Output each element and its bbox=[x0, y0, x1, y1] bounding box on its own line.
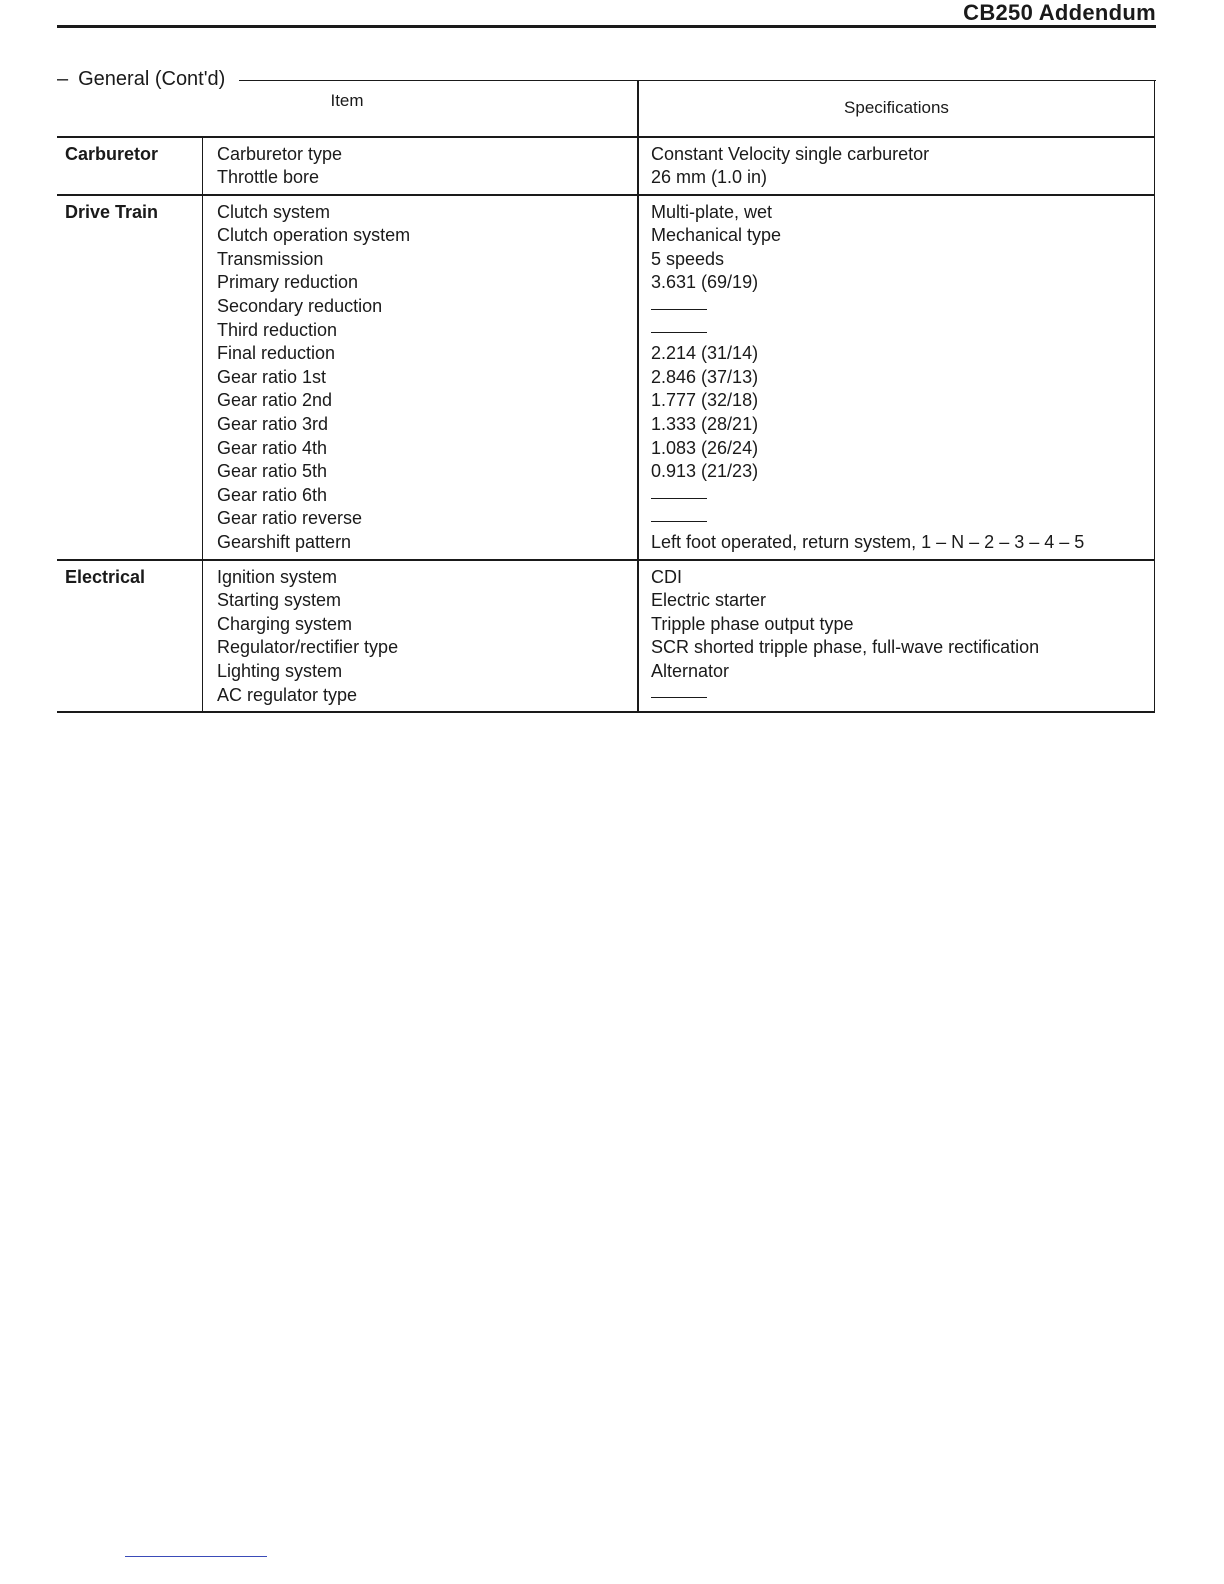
specifications-table bbox=[57, 80, 1155, 713]
empty-value-rule bbox=[651, 697, 707, 698]
header-rule bbox=[57, 25, 1156, 28]
spec-value: Alternator bbox=[651, 660, 730, 681]
spec-cell bbox=[638, 137, 1155, 195]
not-applicable-dash bbox=[651, 684, 1146, 708]
empty-value-rule bbox=[651, 332, 707, 333]
spec-value: Mechanical type bbox=[651, 225, 782, 246]
item-label: Transmission bbox=[217, 248, 324, 269]
spec-value: Electric starter bbox=[651, 590, 767, 611]
section-dash: – bbox=[57, 67, 69, 90]
item-label: Gear ratio 5th bbox=[217, 461, 328, 482]
spec-value: 5 speeds bbox=[651, 248, 725, 269]
not-applicable-dash bbox=[651, 319, 1146, 343]
specifications-column-header: Specifications bbox=[638, 81, 1155, 137]
spec-value: SCR shorted tripple phase, full-wave rectification bbox=[651, 637, 1040, 658]
item-label: AC regulator type bbox=[217, 684, 358, 705]
spec-value: Multi-plate, wet bbox=[651, 201, 773, 222]
item-label: Gearshift pattern bbox=[217, 532, 352, 552]
spec-value: 2.846 (37/13) bbox=[651, 366, 759, 387]
spec-value: 1.777 (32/18) bbox=[651, 390, 759, 411]
spec-cell bbox=[638, 195, 1155, 560]
item-label: Primary reduction bbox=[217, 272, 359, 293]
table-header-row bbox=[57, 81, 1155, 137]
table-row bbox=[57, 137, 1155, 195]
item-label: Gear ratio 2nd bbox=[217, 390, 333, 411]
item-cell bbox=[203, 560, 639, 713]
not-applicable-dash bbox=[651, 507, 1146, 531]
item-label: Lighting system bbox=[217, 660, 343, 681]
item-label: Throttle bore bbox=[217, 167, 320, 188]
category-cell: Electrical bbox=[57, 560, 203, 713]
item-label: Gear ratio 6th bbox=[217, 484, 328, 505]
document-header-title: CB250 Addendum bbox=[963, 0, 1156, 25]
spec-value: 0.913 (21/23) bbox=[651, 461, 759, 482]
item-label: Regulator/rectifier type bbox=[217, 637, 399, 658]
spec-value: 2.214 (31/14) bbox=[651, 343, 759, 364]
table-row bbox=[57, 195, 1155, 560]
item-label: Clutch system bbox=[217, 201, 331, 222]
spec-value: Tripple phase output type bbox=[651, 613, 854, 634]
table-row bbox=[57, 560, 1155, 713]
spec-value: CDI bbox=[651, 566, 682, 587]
spec-cell bbox=[638, 560, 1155, 713]
item-label: Third reduction bbox=[217, 319, 338, 340]
item-label: Gear ratio 3rd bbox=[217, 414, 329, 435]
empty-value-rule bbox=[651, 521, 707, 522]
margin-pen-mark bbox=[125, 1556, 267, 1557]
item-label: Charging system bbox=[217, 613, 353, 634]
spec-value: 1.333 (28/21) bbox=[651, 414, 759, 435]
item-cell bbox=[203, 195, 639, 560]
not-applicable-dash bbox=[651, 484, 1146, 508]
item-label: Gear ratio 1st bbox=[217, 366, 327, 387]
item-label: Starting system bbox=[217, 590, 342, 611]
spec-value: Left foot operated, return system, 1 – N – 2 – 3 – 4 – 5 bbox=[651, 532, 1085, 552]
spec-value: Constant Velocity single carburetor bbox=[651, 143, 930, 164]
spec-value: 3.631 (69/19) bbox=[651, 272, 759, 293]
empty-value-rule bbox=[651, 498, 707, 499]
not-applicable-dash bbox=[651, 295, 1146, 319]
category-cell: Carburetor bbox=[57, 137, 203, 195]
item-column-header: Item bbox=[57, 81, 638, 137]
spec-value: 1.083 (26/24) bbox=[651, 437, 759, 458]
item-label: Ignition system bbox=[217, 566, 338, 587]
spec-value: 26 mm (1.0 in) bbox=[651, 167, 768, 188]
item-label: Carburetor type bbox=[217, 143, 343, 164]
item-label: Final reduction bbox=[217, 343, 336, 364]
item-label: Gear ratio reverse bbox=[217, 508, 363, 529]
item-label: Gear ratio 4th bbox=[217, 437, 328, 458]
table-body bbox=[57, 137, 1155, 713]
section-title: General (Cont'd) bbox=[78, 67, 226, 90]
item-label: Secondary reduction bbox=[217, 296, 383, 317]
empty-value-rule bbox=[651, 309, 707, 310]
item-label: Clutch operation system bbox=[217, 225, 411, 246]
category-cell: Drive Train bbox=[57, 195, 203, 560]
item-cell bbox=[203, 137, 639, 195]
